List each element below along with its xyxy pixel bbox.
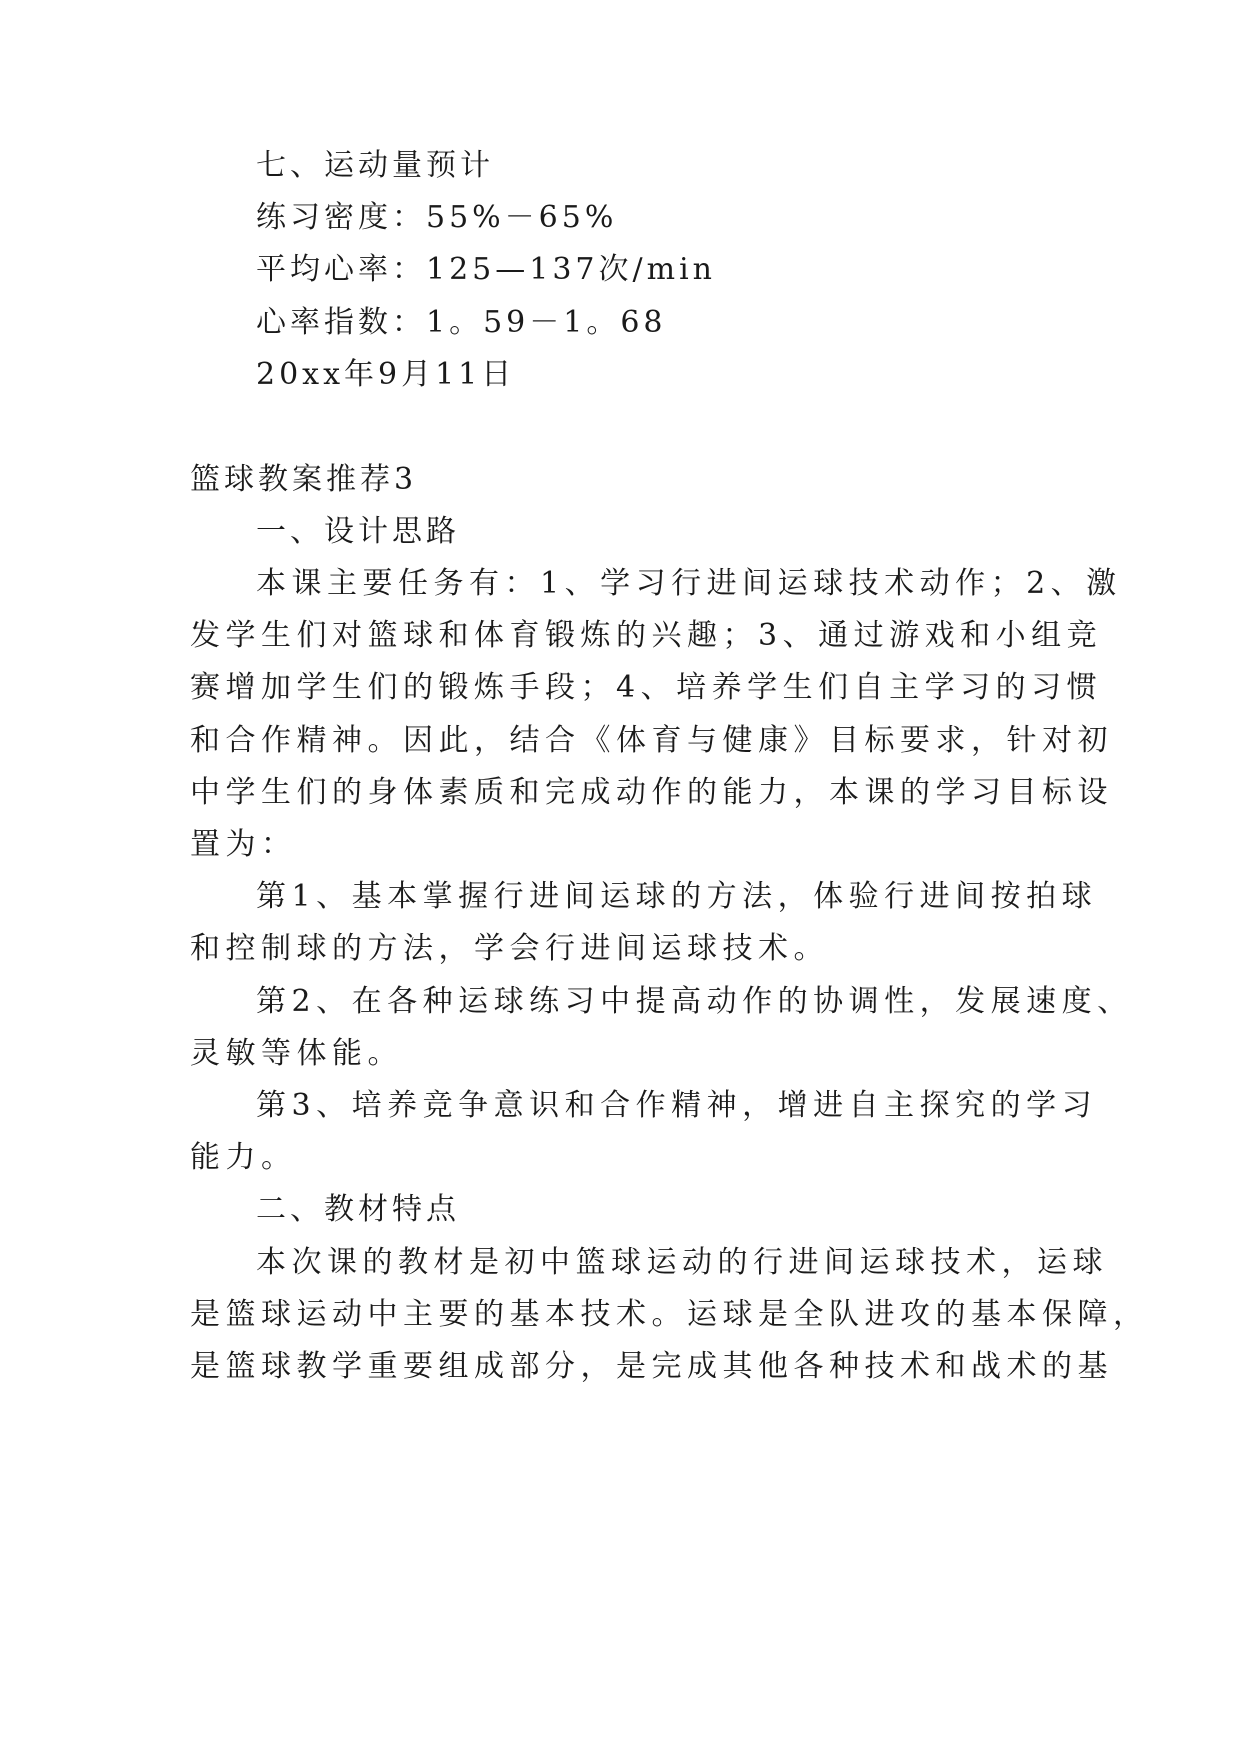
paragraph-line: 本次课的教材是初中篮球运动的行进间运球技术，运球 <box>256 1245 1108 1280</box>
paragraph-line: 置为： <box>190 827 297 862</box>
section-heading: 七、运动量预计 <box>256 148 494 183</box>
paragraph-line: 本课主要任务有：1、学习行进间运球技术动作；2、激 <box>256 566 1122 601</box>
section-heading: 一、设计思路 <box>256 514 460 549</box>
practice-density: 练习密度：55%－65% <box>256 200 618 235</box>
paragraph-line: 第1、基本掌握行进间运球的方法，体验行进间按拍球 <box>256 879 1098 914</box>
paragraph-line: 中学生们的身体素质和完成动作的能力，本课的学习目标设 <box>190 775 1113 810</box>
document-date: 20xx年9月11日 <box>256 357 516 392</box>
paragraph-line: 和合作精神。因此，结合《体育与健康》目标要求，针对初 <box>190 723 1113 758</box>
paragraph-line: 是篮球教学重要组成部分，是完成其他各种技术和战术的基 <box>190 1349 1113 1384</box>
lesson-title: 篮球教案推荐3 <box>190 462 418 497</box>
paragraph-line: 赛增加学生们的锻炼手段；4、培养学生们自主学习的习惯 <box>190 670 1103 705</box>
paragraph-line: 第3、培养竞争意识和合作精神，增进自主探究的学习 <box>256 1088 1098 1123</box>
paragraph-line: 灵敏等体能。 <box>190 1036 403 1071</box>
heart-rate-index: 心率指数：1。59－1。68 <box>256 305 667 340</box>
average-heart-rate: 平均心率：125—137次/min <box>256 252 716 287</box>
section-heading: 二、教材特点 <box>256 1192 460 1227</box>
paragraph-line: 第2、在各种运球练习中提高动作的协调性，发展速度、 <box>256 984 1133 1019</box>
paragraph-line: 和控制球的方法，学会行进间运球技术。 <box>190 931 829 966</box>
paragraph-line: 是篮球运动中主要的基本技术。运球是全队进攻的基本保障， <box>190 1297 1149 1332</box>
paragraph-line: 发学生们对篮球和体育锻炼的兴趣；3、通过游戏和小组竞 <box>190 618 1103 653</box>
paragraph-line: 能力。 <box>190 1140 297 1175</box>
